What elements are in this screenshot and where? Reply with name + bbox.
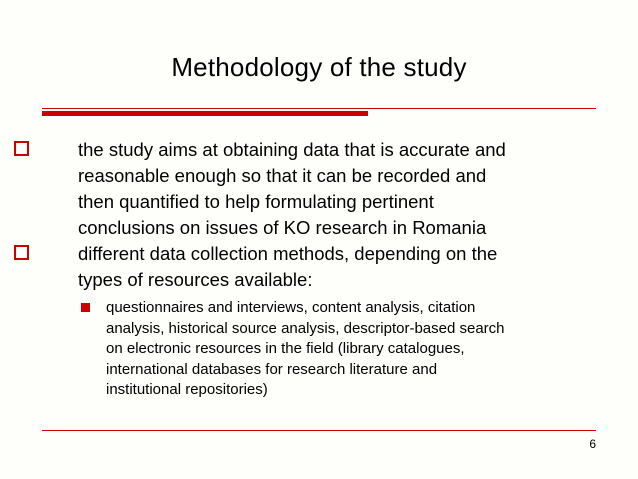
subbullet-line: international databases for research literature and [106,360,438,378]
subbullet-line: questionnaires and interviews, content analysis, citation [106,299,476,316]
bullet-line: the study aims at obtaining data that is accurate and [78,139,506,160]
bullet-item-data-collection [78,241,578,293]
bullet-line: types of resources available: [78,269,313,290]
bullet-line: reasonable enough so that it can be recorded and [78,165,487,186]
bullet-item-study-aims [78,137,578,241]
subbullet-line: on electronic resources in the field (library catalogues, [106,340,465,357]
footer-divider [42,430,596,431]
page-number: 6 [589,437,596,451]
filled-square-bullet-icon [81,303,90,312]
subbullet-item-methods [106,298,596,401]
bullet-line: then quantified to help formulating pertinent [78,191,434,212]
bullet-line: different data collection methods, depending on the [78,243,498,264]
slide-title: Methodology of the study [171,52,467,82]
subbullet-line: institutional repositories) [106,381,268,398]
subbullet-line: analysis, historical source analysis, descriptor-based search [106,319,505,337]
hollow-square-bullet-icon [14,141,29,156]
hollow-square-bullet-icon [14,245,29,260]
bullet-line: conclusions on issues of KO research in Romania [78,217,487,238]
